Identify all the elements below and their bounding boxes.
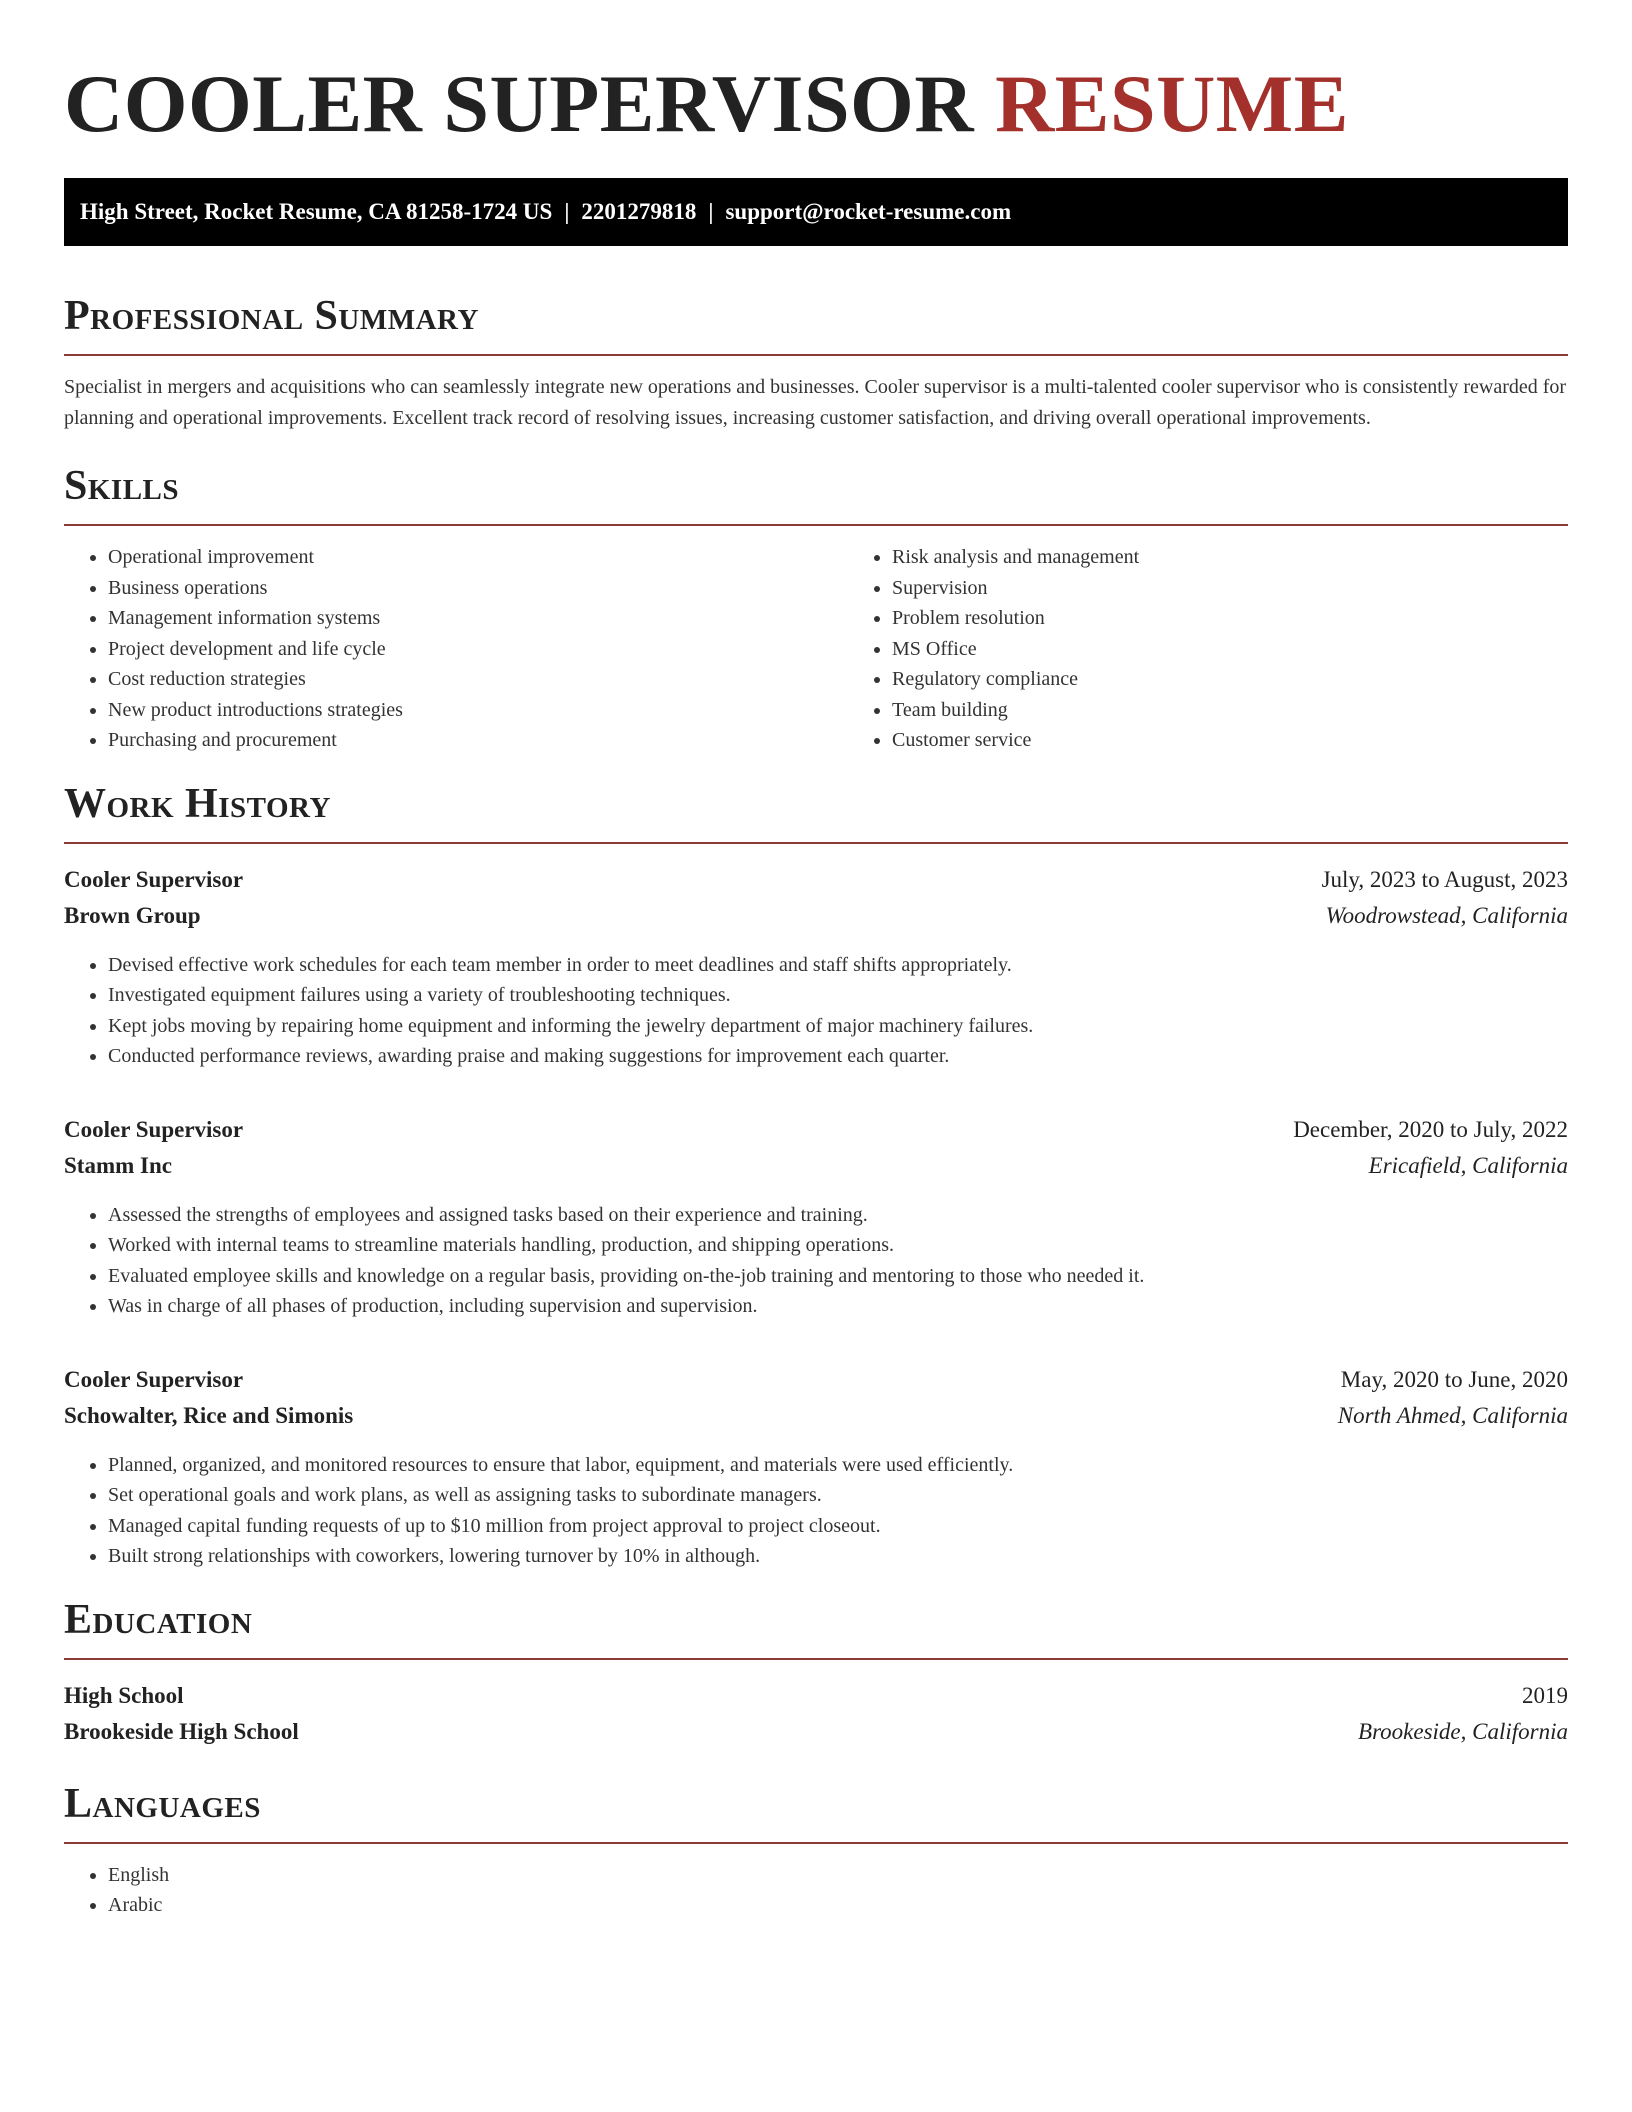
work-section bbox=[64, 778, 1568, 1572]
section-title-skills: Skills bbox=[64, 463, 180, 509]
education-header bbox=[64, 1678, 1568, 1714]
skill-item: • Management information systems bbox=[108, 603, 848, 634]
contact-bar bbox=[64, 178, 1568, 246]
job-bullet: • Devised effective work schedules for each team member in order to meet deadlines and staff shifts appropriately. bbox=[108, 950, 1568, 981]
job-bullet: • Built strong relationships with coworkers, lowering turnover by 10% in although. bbox=[108, 1541, 1568, 1572]
job-bullets bbox=[64, 1200, 1568, 1322]
education-section bbox=[64, 1594, 1568, 1750]
contact-email: support@rocket-resume.com bbox=[725, 199, 1012, 224]
skill-item: • Customer service bbox=[892, 725, 1632, 756]
job-company: Schowalter, Rice and Simonis bbox=[64, 1402, 354, 1428]
summary-section bbox=[64, 290, 1568, 434]
skill-item: • New product introductions strategies bbox=[108, 695, 848, 726]
skills-section bbox=[64, 460, 1568, 756]
job-entry bbox=[64, 862, 1568, 1072]
education-year: 2019 bbox=[1522, 1682, 1568, 1708]
job-entry bbox=[64, 1362, 1568, 1572]
job-title: Cooler Supervisor bbox=[64, 1116, 244, 1142]
job-bullets bbox=[64, 1450, 1568, 1572]
education-entry bbox=[64, 1678, 1568, 1750]
section-title-education: Education bbox=[64, 1596, 253, 1643]
education-location: Brookeside, California bbox=[1358, 1718, 1568, 1744]
language-item: • English bbox=[108, 1860, 1568, 1891]
skill-item: • Supervision bbox=[892, 573, 1632, 604]
job-bullet: • Was in charge of all phases of production, including supervision and supervision. bbox=[108, 1291, 1568, 1322]
job-location: Woodrowstead, California bbox=[1325, 902, 1568, 928]
job-bullet: • Planned, organized, and monitored resources to ensure that labor, equipment, and materials were used efficiently. bbox=[108, 1450, 1568, 1481]
job-dates: May, 2020 to June, 2020 bbox=[1340, 1366, 1568, 1392]
job-subheader bbox=[64, 898, 1568, 934]
skill-item: • Cost reduction strategies bbox=[108, 664, 848, 695]
job-company: Stamm Inc bbox=[64, 1152, 172, 1178]
contact-separator: | bbox=[564, 199, 570, 224]
job-bullet: • Conducted performance reviews, awarding praise and making suggestions for improvement each quarter. bbox=[108, 1041, 1568, 1072]
contact-phone: 2201279818 bbox=[581, 199, 697, 224]
title-main: COOLER SUPERVISOR bbox=[64, 58, 975, 149]
skill-item: • Regulatory compliance bbox=[892, 664, 1632, 695]
skill-item: • Project development and life cycle bbox=[108, 634, 848, 665]
section-divider bbox=[64, 1658, 1568, 1660]
job-subheader bbox=[64, 1398, 1568, 1434]
skills-grid bbox=[64, 542, 1568, 756]
skill-item: • MS Office bbox=[892, 634, 1632, 665]
skill-item: • Problem resolution bbox=[892, 603, 1632, 634]
section-title-work: Work History bbox=[64, 780, 331, 827]
job-bullet: • Evaluated employee skills and knowledge on a regular basis, providing on-the-job training and mentoring to those who needed it. bbox=[108, 1261, 1568, 1292]
job-bullet: • Set operational goals and work plans, as well as assigning tasks to subordinate managers. bbox=[108, 1480, 1568, 1511]
section-divider bbox=[64, 524, 1568, 526]
contact-separator: | bbox=[708, 199, 714, 224]
skills-list-left bbox=[64, 542, 848, 756]
title-accent: RESUME bbox=[995, 58, 1349, 149]
languages-section bbox=[64, 1778, 1568, 1921]
job-location: Ericafield, California bbox=[1368, 1152, 1568, 1178]
job-location: North Ahmed, California bbox=[1337, 1402, 1568, 1428]
resume-title bbox=[64, 56, 1568, 152]
language-item: • Arabic bbox=[108, 1890, 1568, 1921]
section-title-languages: Languages bbox=[64, 1780, 261, 1827]
contact-address: High Street, Rocket Resume, CA 81258-1724 US bbox=[80, 199, 553, 224]
job-title: Cooler Supervisor bbox=[64, 866, 244, 892]
section-divider bbox=[64, 354, 1568, 356]
job-bullet: • Worked with internal teams to streamline materials handling, production, and shipping operations. bbox=[108, 1230, 1568, 1261]
education-degree: High School bbox=[64, 1682, 184, 1708]
job-bullet: • Managed capital funding requests of up to $10 million from project approval to project closeout. bbox=[108, 1511, 1568, 1542]
job-entry bbox=[64, 1112, 1568, 1322]
job-dates: December, 2020 to July, 2022 bbox=[1293, 1116, 1568, 1142]
job-bullets bbox=[64, 950, 1568, 1072]
skills-list-right bbox=[848, 542, 1632, 756]
education-school: Brookeside High School bbox=[64, 1718, 299, 1744]
job-header bbox=[64, 862, 1568, 898]
section-title-summary: Professional Summary bbox=[64, 293, 479, 339]
job-subheader bbox=[64, 1148, 1568, 1184]
job-header bbox=[64, 1112, 1568, 1148]
skill-item: • Operational improvement bbox=[108, 542, 848, 573]
section-divider bbox=[64, 842, 1568, 844]
languages-list bbox=[64, 1860, 1568, 1921]
job-header bbox=[64, 1362, 1568, 1398]
job-company: Brown Group bbox=[64, 902, 201, 928]
skill-item: • Business operations bbox=[108, 573, 848, 604]
job-bullet: • Kept jobs moving by repairing home equipment and informing the jewelry department of major machinery failures. bbox=[108, 1011, 1568, 1042]
job-bullet: • Investigated equipment failures using a variety of troubleshooting techniques. bbox=[108, 980, 1568, 1011]
job-bullet: • Assessed the strengths of employees and assigned tasks based on their experience and training. bbox=[108, 1200, 1568, 1231]
section-divider bbox=[64, 1842, 1568, 1844]
skill-item: • Team building bbox=[892, 695, 1632, 726]
summary-text: Specialist in mergers and acquisitions who can seamlessly integrate new operations and businesses. Cooler supervisor is a multi-talented cooler supervisor who is consistently rewarded for planning and operational improvements. Excellent track record of resolving issues, increasing customer satisfaction, and driving overall operational improvements. bbox=[64, 376, 1567, 429]
job-dates: July, 2023 to August, 2023 bbox=[1321, 866, 1568, 892]
education-subheader bbox=[64, 1714, 1568, 1750]
skill-item: • Risk analysis and management bbox=[892, 542, 1632, 573]
job-title: Cooler Supervisor bbox=[64, 1366, 244, 1392]
skill-item: • Purchasing and procurement bbox=[108, 725, 848, 756]
